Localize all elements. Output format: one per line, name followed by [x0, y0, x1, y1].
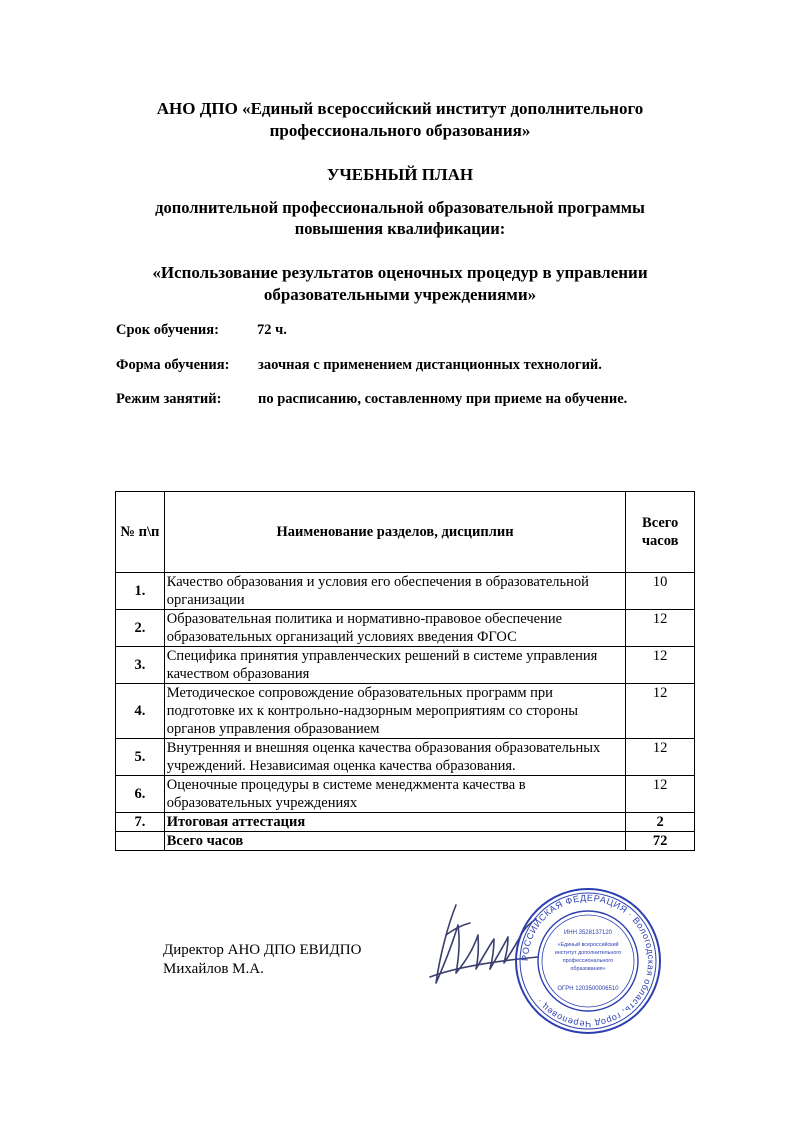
row-name: Внутренняя и внешняя оценка качества образования образовательных учреждений. Независимая оценка качества образования. — [164, 739, 626, 776]
row-num — [116, 832, 165, 851]
table-row — [116, 776, 695, 813]
attestation-row — [116, 813, 695, 832]
row-name: Методическое сопровождение образовательных программ при подготовке их к контрольно-надзорным мероприятиям со стороны органов управления образованием — [164, 684, 626, 739]
row-hours: 10 — [626, 573, 695, 610]
row-num: 4. — [116, 684, 165, 739]
table-row — [116, 739, 695, 776]
director-name: Михайлов М.А. — [163, 961, 264, 977]
signature-block — [163, 941, 361, 979]
svg-text:РОССИЙСКАЯ ФЕДЕРАЦИЯ · Вологод: РОССИЙСКАЯ ФЕДЕРАЦИЯ · Вологодская область, город Череповец · — [519, 892, 657, 1030]
svg-text:ИНН 3528137120: ИНН 3528137120 — [563, 930, 613, 936]
row-name: Специфика принятия управленческих решений в системе управления качеством образования — [164, 647, 626, 684]
duration-label: Срок обучения: — [116, 322, 219, 338]
row-hours: 72 — [626, 832, 695, 851]
row-hours: 12 — [626, 739, 695, 776]
program-type: дополнительной профессиональной образовательной программы повышения квалификации: — [155, 198, 645, 238]
row-hours: 12 — [626, 647, 695, 684]
svg-text:профессионального: профессионального — [562, 958, 614, 964]
col-hours-header: Всего часов — [626, 492, 695, 573]
svg-text:«Единый всероссийский: «Единый всероссийский — [557, 942, 619, 948]
row-num: 6. — [116, 776, 165, 813]
row-name: Всего часов — [164, 832, 626, 851]
svg-text:ОГРН 1203500006510: ОГРН 1203500006510 — [557, 986, 619, 992]
svg-text:институт дополнительного: институт дополнительного — [554, 950, 622, 956]
curriculum-table — [115, 491, 695, 851]
row-hours: 2 — [626, 813, 695, 832]
form-label: Форма обучения: — [116, 357, 230, 373]
mode-row — [116, 390, 628, 408]
program-title: «Использование результатов оценочных процедур в управлении образовательными учреждениями» — [152, 263, 648, 304]
col-num-header: № п\п — [116, 492, 165, 573]
row-num: 7. — [116, 813, 165, 832]
form-value: заочная с применением дистанционных технологий. — [258, 357, 602, 373]
row-num: 2. — [116, 610, 165, 647]
table-row — [116, 573, 695, 610]
row-num: 1. — [116, 573, 165, 610]
organization-name: АНО ДПО «Единый всероссийский институт дополнительного профессионального образования» — [156, 99, 644, 140]
duration-value: 72 ч. — [257, 322, 287, 338]
mode-label: Режим занятий: — [116, 391, 222, 407]
row-name: Оценочные процедуры в системе менеджмента качества в образовательных учреждениях — [164, 776, 626, 813]
row-num: 3. — [116, 647, 165, 684]
col-name-header: Наименование разделов, дисциплин — [164, 492, 626, 573]
row-name: Образовательная политика и нормативно-правовое обеспечение образовательных организаций условиях введения ФГОС — [164, 610, 626, 647]
director-position: Директор АНО ДПО ЕВИДПО — [163, 942, 362, 958]
table-row — [116, 610, 695, 647]
row-name: Итоговая аттестация — [164, 813, 626, 832]
row-hours: 12 — [626, 610, 695, 647]
document-title: УЧЕБНЫЙ ПЛАН — [326, 165, 474, 184]
row-num: 5. — [116, 739, 165, 776]
duration-row — [116, 321, 287, 339]
form-row — [116, 356, 602, 374]
total-row — [116, 832, 695, 851]
table-row — [116, 684, 695, 739]
organization-stamp — [513, 886, 663, 1036]
table-row — [116, 647, 695, 684]
svg-text:образования»: образования» — [570, 966, 606, 972]
mode-value: по расписанию, составленному при приеме на обучение. — [258, 391, 628, 407]
row-hours: 12 — [626, 684, 695, 739]
row-name: Качество образования и условия его обеспечения в образовательной организации — [164, 573, 626, 610]
row-hours: 12 — [626, 776, 695, 813]
table-header-row — [116, 492, 695, 573]
